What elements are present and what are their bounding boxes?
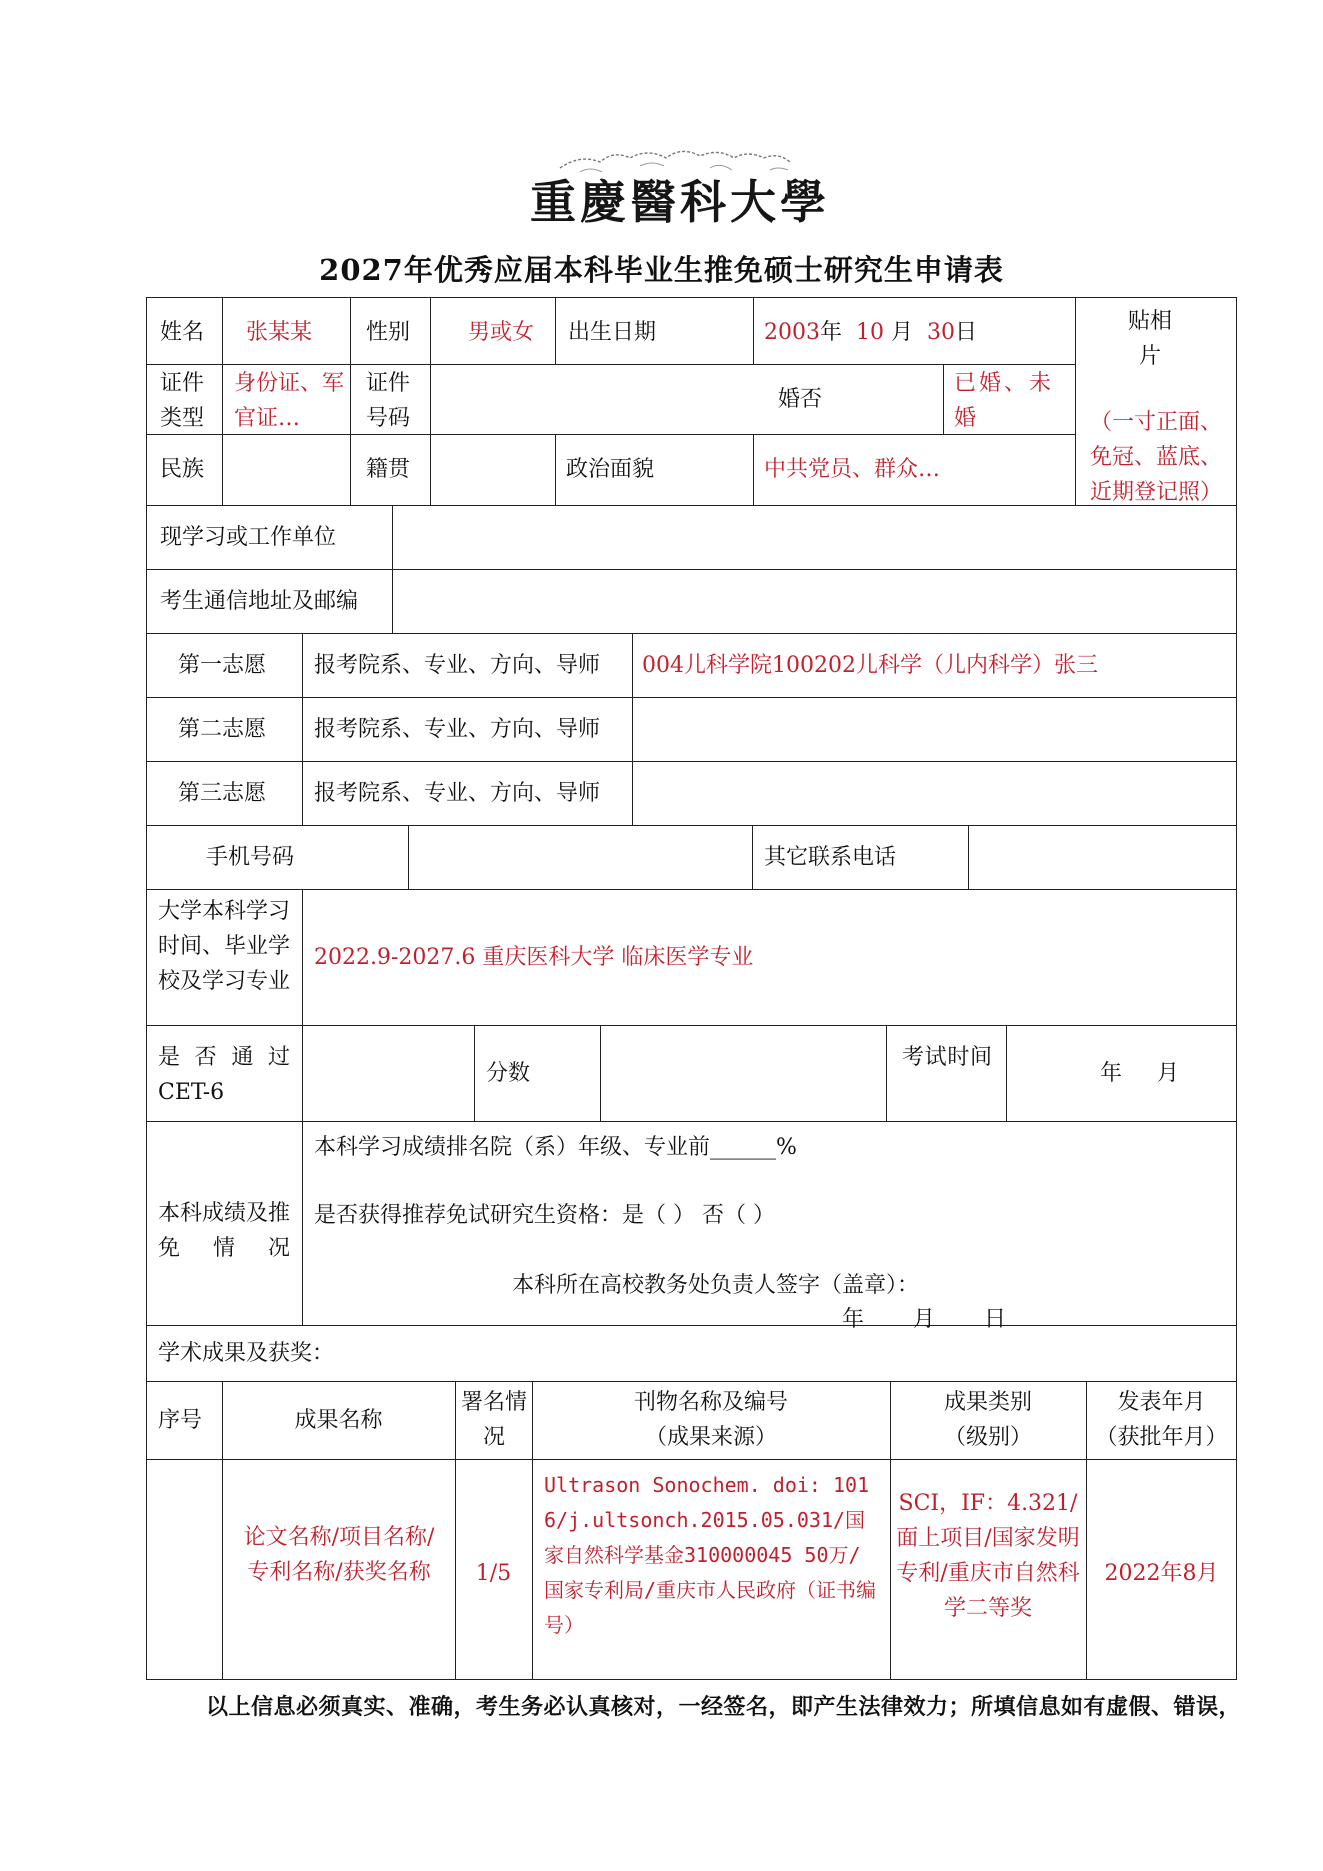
school-logo xyxy=(520,148,840,230)
birth-year-unit: 年 xyxy=(820,320,843,345)
choice-3-desc: 报考院系、专业、方向、导师 xyxy=(314,781,601,806)
choice-1-label: 第一志愿 xyxy=(178,653,267,678)
mobile-label: 手机号码 xyxy=(206,845,295,870)
row-name[interactable]: 论文名称/项目名称/专利名称/获奖名称 xyxy=(243,1525,435,1585)
birth-year: 2003 xyxy=(764,320,820,345)
undergrad-label: 大学本科学习时间、毕业学校及学习专业 xyxy=(158,899,291,994)
header-date: 发表年月 xyxy=(1117,1390,1206,1415)
birth-month-unit: 月 xyxy=(891,320,914,345)
other-phone-label: 其它联系电话 xyxy=(764,845,897,870)
id-number-label: 证件号码 xyxy=(366,371,411,431)
cet6-year-unit: 年 xyxy=(1100,1061,1123,1086)
birth-day: 30 xyxy=(927,320,956,345)
choice-2-label: 第二志愿 xyxy=(178,717,267,742)
header-category: 成果类别 xyxy=(943,1390,1032,1415)
political-status-field[interactable]: 中共党员、群众… xyxy=(764,457,941,482)
photo-hint: （一寸正面、免冠、蓝底、近期登记照） xyxy=(1089,410,1222,505)
id-type-label: 证件类型 xyxy=(160,371,205,431)
choice-1-field[interactable]: 004儿科学院100202儿科学（儿内科学）张三 xyxy=(642,653,1098,678)
birth-day-unit: 日 xyxy=(955,320,978,345)
header-journal: 刊物名称及编号 xyxy=(633,1390,788,1415)
cet6-label: 是否通过CET-6 xyxy=(158,1045,290,1105)
photo-label: 贴相片 xyxy=(1127,309,1172,369)
header-name: 成果名称 xyxy=(294,1408,383,1433)
birth-date-field[interactable] xyxy=(764,315,977,350)
cet6-month-unit: 月 xyxy=(1156,1061,1179,1086)
header-no: 序号 xyxy=(158,1408,203,1433)
logo-cloud-decoration xyxy=(520,148,840,230)
name-label: 姓名 xyxy=(160,320,205,345)
cet6-score-label: 分数 xyxy=(486,1061,531,1086)
header-date-sub: （获批年月） xyxy=(1095,1425,1228,1450)
birth-date-label: 出生日期 xyxy=(568,320,657,345)
choice-1-desc: 报考院系、专业、方向、导师 xyxy=(314,653,601,678)
row-journal[interactable]: Ultrason Sonochem. doi: 1016/j.ultsonch.2015.05.031/国家自然科学基金310000045 50万/国家专利局/重庆市人民政府（证书编号） xyxy=(544,1473,877,1637)
footer-note: 以上信息必须真实、准确，考生务必认真核对，一经签名，即产生法律效力；所填信息如有虚假、错误， xyxy=(206,1694,1242,1720)
ethnicity-label: 民族 xyxy=(160,457,205,482)
name-field[interactable]: 张某某 xyxy=(246,320,313,345)
unit-label: 现学习或工作单位 xyxy=(160,525,337,550)
row-category[interactable]: SCI，IF：4.321/面上项目/国家发明专利/重庆市自然科学二等奖 xyxy=(896,1491,1080,1621)
political-status-label: 政治面貌 xyxy=(566,457,655,482)
svg-text:重慶醫科大學: 重慶醫科大學 xyxy=(530,175,830,229)
header-author-order: 署名情况 xyxy=(460,1390,527,1450)
sign-day-unit: 日 xyxy=(983,1307,1006,1332)
signature-date xyxy=(842,1302,1006,1337)
header-category-sub: （级别） xyxy=(943,1425,1032,1450)
form-title: 2027年优秀应届本科毕业生推免硕士研究生申请表 xyxy=(319,253,1004,287)
qualification-line[interactable]: 是否获得推荐免试研究生资格：是（ ） 否（ ） xyxy=(314,1203,775,1228)
choice-2-desc: 报考院系、专业、方向、导师 xyxy=(314,717,601,742)
cet6-time-field[interactable] xyxy=(1100,1056,1179,1091)
ranking-line[interactable]: 本科学习成绩排名院（系）年级、专业前______% xyxy=(314,1135,797,1160)
choice-3-label: 第三志愿 xyxy=(178,781,267,806)
header-journal-sub: （成果来源） xyxy=(644,1425,777,1450)
gender-label: 性别 xyxy=(366,320,411,345)
id-type-field[interactable]: 身份证、军官证… xyxy=(234,371,345,431)
marital-field[interactable]: 已婚、未婚 xyxy=(954,371,1055,431)
row-date[interactable]: 2022年8月 xyxy=(1104,1561,1219,1586)
undergrad-field[interactable]: 2022.9-2027.6 重庆医科大学 临床医学专业 xyxy=(314,945,754,970)
marital-label: 婚否 xyxy=(778,387,823,412)
address-label: 考生通信地址及邮编 xyxy=(160,589,359,614)
birth-month: 10 xyxy=(856,320,885,345)
sign-year-unit: 年 xyxy=(842,1307,865,1332)
signature-line[interactable]: 本科所在高校教务处负责人签字（盖章）： xyxy=(512,1273,920,1298)
gender-field[interactable]: 男或女 xyxy=(468,320,535,345)
achievements-section-label: 学术成果及获奖： xyxy=(158,1341,335,1366)
photo-placeholder[interactable] xyxy=(1076,298,1236,504)
ranking-label: 本科成绩及推免情况 xyxy=(158,1201,291,1261)
sign-month-unit: 月 xyxy=(912,1307,935,1332)
row-author-order[interactable]: 1/5 xyxy=(475,1561,512,1586)
native-place-label: 籍贯 xyxy=(366,457,411,482)
cet6-time-label: 考试时间 xyxy=(902,1045,992,1070)
